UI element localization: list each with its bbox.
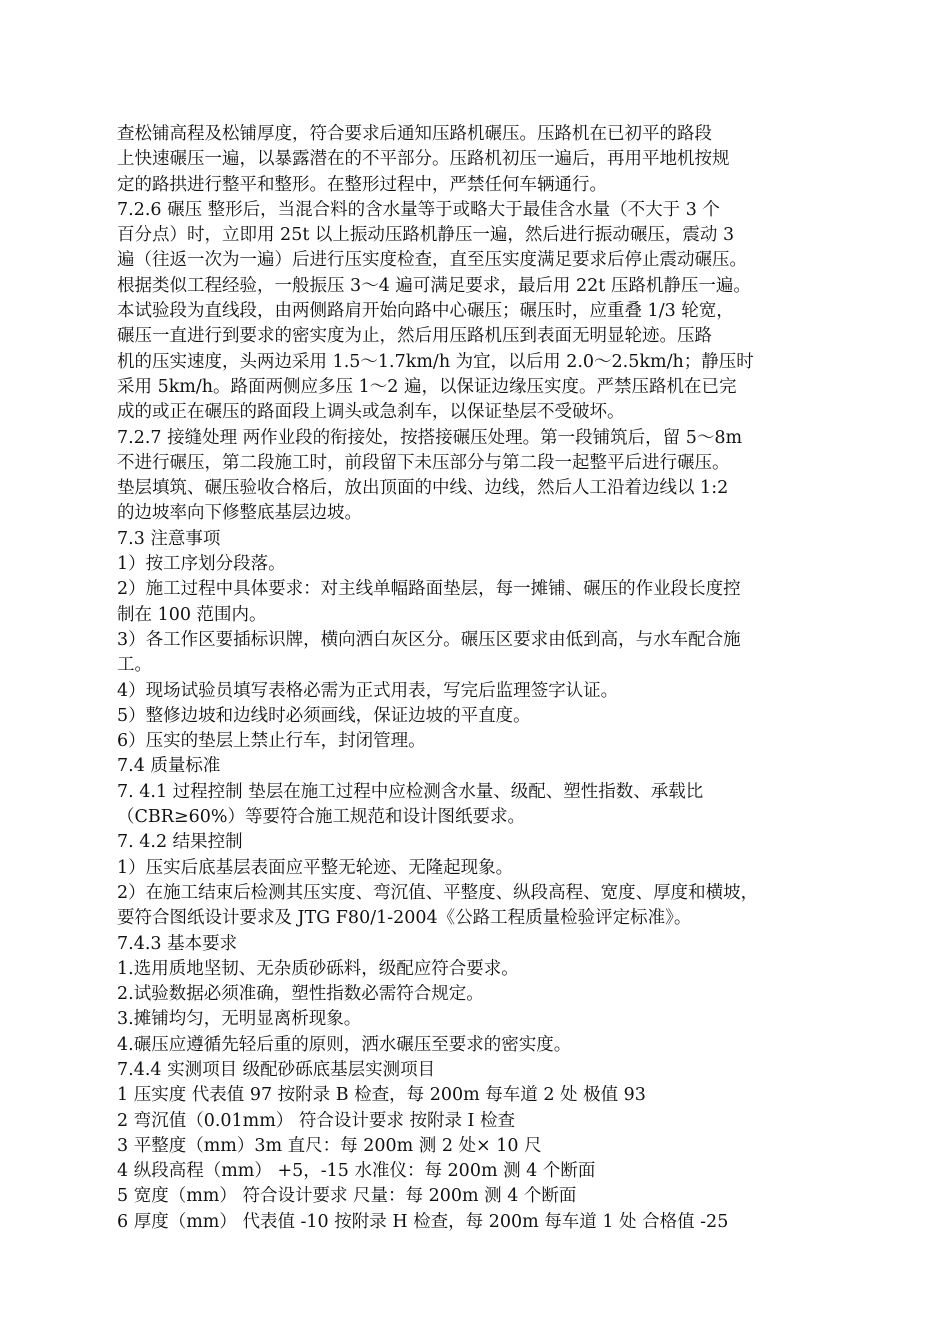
section-heading-7-4: 7.4 质量标准: [117, 756, 221, 777]
measurement-item: 5 宽度（mm） 符合设计要求 尺量：每 200m 测 4 个断面: [117, 1186, 577, 1207]
text-line: （CBR≥60%）等要符合施工规范和设计图纸要求。: [117, 807, 525, 828]
text-line: 不进行碾压，第二段施工时，前段留下未压部分与第二段一起整平后进行碾压。: [117, 452, 730, 473]
list-item: 3.摊铺均匀，无明显离析现象。: [117, 1009, 362, 1030]
section-heading-7-4-4: 7.4.4 实测项目 级配砂砾底基层实测项目: [117, 1059, 436, 1080]
text-line: 碾压一直进行到要求的密实度为止，然后用压路机压到表面无明显轮迹。压路: [117, 326, 712, 347]
section-7-2-7-line: 7.2.7 接缝处理 两作业段的衔接处，按搭接碾压处理。第一段铺筑后，留 5～8m: [117, 427, 743, 448]
text-line: 采用 5km/h。路面两侧应多压 1～2 遍，以保证边缘压实度。严禁压路机在已完: [117, 376, 737, 397]
text-line: 成的或正在碾压的路面段上调头或急刹车，以保证垫层不受破坏。: [117, 402, 625, 423]
measurement-item: 2 弯沉值（0.01mm） 符合设计要求 按附录 I 检查: [117, 1110, 516, 1131]
text-line: 定的路拱进行整平和整形。在整形过程中，严禁任何车辆通行。: [117, 174, 607, 195]
measurement-item: 4 纵段高程（mm） +5，-15 水准仪：每 200m 测 4 个断面: [117, 1161, 596, 1182]
list-item: 2）施工过程中具体要求：对主线单幅路面垫层，每一摊铺、碾压的作业段长度控: [117, 579, 741, 600]
section-7-4-1-line: 7. 4.1 过程控制 垫层在施工过程中应检测含水量、级配、塑性指数、承载比: [117, 781, 704, 802]
text-line: 本试验段为直线段，由两侧路肩开始向路中心碾压；碾压时，应重叠 1/3 轮宽，: [117, 301, 734, 322]
list-item: 1）按工序划分段落。: [117, 554, 286, 575]
list-item: 4.碾压应遵循先轻后重的原则，洒水碾压至要求的密实度。: [117, 1034, 572, 1055]
text-line: 垫层填筑、碾压验收合格后，放出顶面的中线、边线，然后人工沿着边线以 1:2: [117, 478, 729, 499]
text-line: 百分点）时，立即用 25t 以上振动压路机静压一遍，然后进行振动碾压，震动 3: [117, 225, 735, 246]
text-line: 的边坡率向下修整底基层边坡。: [117, 503, 362, 524]
list-item: 1.选用质地坚韧、无杂质砂砾料，级配应符合要求。: [117, 958, 519, 979]
section-heading-7-4-3: 7.4.3 基本要求: [117, 933, 238, 954]
section-7-2-6-line: 7.2.6 碾压 整形后，当混合料的含水量等于或略大于最佳含水量（不大于 3 个: [117, 199, 720, 220]
text-line: 上快速碾压一遍，以暴露潜在的不平部分。压路机初压一遍后，再用平地机按规: [117, 149, 730, 170]
measurement-item: 6 厚度（mm） 代表值 -10 按附录 H 检查，每 200m 每车道 1 处 合格值 -25: [117, 1211, 729, 1232]
list-item: 5）整修边坡和边线时必须画线，保证边坡的平直度。: [117, 705, 531, 726]
text-line: 遍（往返一次为一遍）后进行压实度检查，直至压实度满足要求后停止震动碾压。: [117, 250, 747, 271]
text-line: 查松铺高程及松铺厚度，符合要求后通知压路机碾压。压路机在已初平的路段: [117, 124, 712, 144]
text-line: 要符合图纸设计要求及 JTG F80/1-2004《公路工程质量检验评定标准》。: [117, 908, 692, 929]
text-line: 根据类似工程经验，一般振压 3～4 遍可满足要求，最后用 22t 压路机静压一遍。: [117, 275, 751, 296]
list-item: 2.试验数据必须准确，塑性指数必需符合规定。: [117, 984, 484, 1005]
section-heading-7-4-2: 7. 4.2 结果控制: [117, 832, 243, 853]
list-item: 4）现场试验员填写表格必需为正式用表，写完后监理签字认证。: [117, 680, 619, 701]
section-heading-7-3: 7.3 注意事项: [117, 528, 221, 549]
measurement-item: 1 压实度 代表值 97 按附录 B 检查，每 200m 每车道 2 处 极值 93: [117, 1085, 646, 1106]
list-item: 1）压实后底基层表面应平整无轮迹、无隆起现象。: [117, 857, 514, 878]
document-body: [117, 122, 890, 1235]
list-item: 3）各工作区要插标识牌，横向洒白灰区分。碾压区要求由低到高，与水车配合施: [117, 629, 741, 650]
text-line: 工。: [117, 655, 152, 676]
text-line: 制在 100 范围内。: [117, 604, 267, 625]
list-item: 6）压实的垫层上禁止行车，封闭管理。: [117, 731, 426, 752]
measurement-item: 3 平整度（mm）3m 直尺：每 200m 测 2 处× 10 尺: [117, 1135, 542, 1156]
list-item: 2）在施工结束后检测其压实度、弯沉值、平整度、纵段高程、宽度、厚度和横坡，: [117, 882, 759, 903]
text-line: 机的压实速度，头两边采用 1.5～1.7km/h 为宜，以后用 2.0～2.5km/h；静压时: [117, 351, 754, 372]
